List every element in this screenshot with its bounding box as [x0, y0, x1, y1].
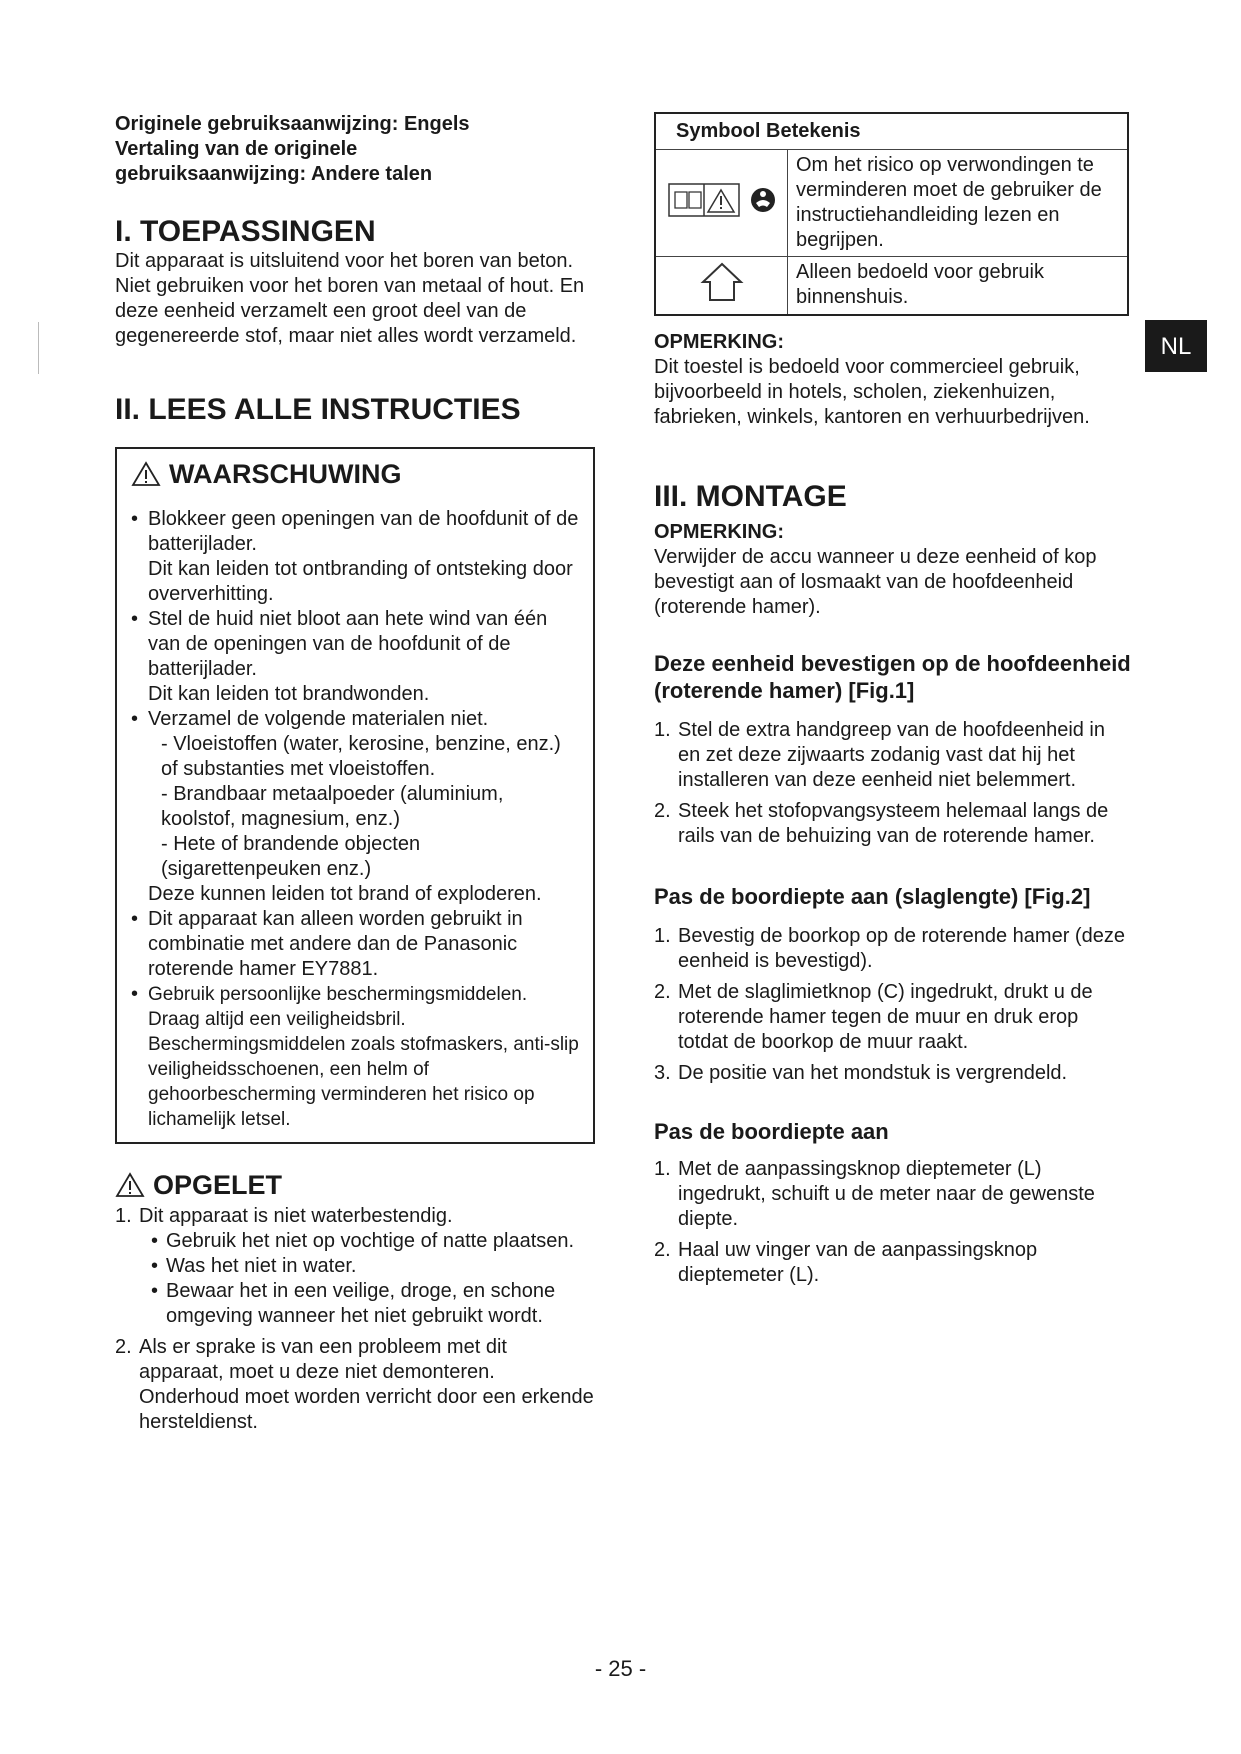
subsection-2-title: Pas de boordiepte aan (slaglengte) [Fig.2] [654, 884, 1091, 909]
origin-line-1: Originele gebruiksaanwijzing: Engels [115, 113, 470, 135]
step-text: De positie van het mondstuk is vergrendeld. [678, 1062, 1068, 1084]
section-3-note-label: OPMERKING: [654, 521, 784, 543]
step-item [654, 1238, 1132, 1288]
step-text: Met de aanpassingsknop dieptemeter (L) ingedrukt, schuift u de meter naar de gewenste diepte. [678, 1158, 1095, 1230]
subsection-2-steps [654, 924, 1132, 1086]
caution-title: OPGELET [153, 1169, 283, 1200]
step-number: 1. [654, 1158, 671, 1180]
subsection-1-steps [654, 718, 1132, 849]
meaning-cell: Alleen bedoeld voor gebruik binnenshuis. [788, 257, 1129, 316]
language-tab: NL [1145, 320, 1207, 372]
section-2-title: II. LEES ALLE INSTRUCTIES [115, 393, 521, 426]
section-1-text: Dit apparaat is uitsluitend voor het boren van beton. Niet gebruiken voor het boren van metaal of hout. En deze eenheid verzamelt een groot deel van de gegenereerde stof, maar niet alles wordt verzameld. [115, 250, 585, 347]
warning-list [131, 507, 579, 1132]
warning-item [131, 507, 579, 607]
symbol-table-header [655, 113, 1128, 150]
warning-item [131, 982, 579, 1132]
symbol-cell [655, 257, 788, 316]
header-meaning: Betekenis [766, 120, 861, 142]
subsection-3-title: Pas de boordiepte aan [654, 1119, 889, 1144]
meaning-cell: Om het risico op verwondingen te verminderen moet de gebruiker de instructiehandleiding lezen en begrijpen. [788, 150, 1129, 257]
step-item [654, 924, 1132, 974]
item-number: 2. [115, 1336, 132, 1358]
caution-item-text: Als er sprake is van een probleem met dit apparaat, moet u deze niet demonteren. Onderhoud moet worden verricht door een erkende hersteldienst. [139, 1336, 594, 1433]
warning-item-note: Dit kan leiden tot brandwonden. [148, 683, 430, 705]
caution-item-text: Dit apparaat is niet waterbestendig. [139, 1205, 453, 1227]
warning-item [131, 707, 579, 907]
warning-item-text: • Blokkeer geen openingen van de hoofdunit of de batterijlader. [148, 508, 579, 555]
section-3-note-text: Verwijder de accu wanneer u deze eenheid of kop bevestigt aan of losmaakt van de hoofdeenheid (roterende hamer). [654, 546, 1097, 618]
indoor-house-icon [699, 260, 745, 304]
item-number: 1. [115, 1205, 132, 1227]
step-text: Steek het stofopvangsysteem helemaal langs de rails van de behuizing van de roterende hamer. [678, 800, 1109, 847]
caution-subitem: • Bewaar het in een veilige, droge, en schone omgeving wanneer het niet gebruikt wordt. [151, 1279, 595, 1329]
warning-item [131, 907, 579, 982]
step-number: 1. [654, 925, 671, 947]
step-text: Met de slaglimietknop (C) ingedrukt, drukt u de roterende hamer tegen de muur en druk erop totdat de boorkop de muur raakt. [678, 981, 1093, 1053]
step-number: 2. [654, 1239, 671, 1261]
subsection-3-steps [654, 1157, 1132, 1288]
caution-list [115, 1204, 595, 1435]
caution-subitem: • Gebruik het niet op vochtige of natte plaatsen. [151, 1229, 595, 1254]
step-number: 3. [654, 1062, 671, 1084]
warning-box [115, 447, 595, 1144]
step-number: 1. [654, 719, 671, 741]
caution-sublist [139, 1229, 595, 1329]
left-column [115, 112, 595, 1435]
caution-heading [115, 1169, 595, 1200]
warning-item [131, 607, 579, 707]
caution-subitem: • Was het niet in water. [151, 1254, 595, 1279]
step-item [654, 718, 1132, 793]
origin-line-2: Vertaling van de originele [115, 138, 358, 160]
step-item [654, 1157, 1132, 1232]
warning-item-text: • Dit apparaat kan alleen worden gebruikt in combinatie met andere dan de Panasonic roterende hamer EY7881. [148, 908, 523, 980]
note-text: Dit toestel is bedoeld voor commercieel gebruik, bijvoorbeeld in hotels, scholen, ziekenhuizen, fabrieken, winkels, kantoren en verhuurbedrijven. [654, 356, 1090, 428]
step-text: Stel de extra handgreep van de hoofdeenheid in en zet deze zijwaarts zodanig vast dat hij het installeren van deze eenheid niet belemmert. [678, 719, 1106, 791]
warning-subitem: - Vloeistoffen (water, kerosine, benzine, enz.) of substanties met vloeistoffen. [161, 733, 561, 780]
warning-triangle-icon [131, 461, 161, 487]
read-manual-icon [667, 178, 777, 222]
symbol-cell [655, 150, 788, 257]
step-text: Haal uw vinger van de aanpassingsknop dieptemeter (L). [678, 1239, 1038, 1286]
margin-mark [38, 322, 39, 374]
section-1-title: I. TOEPASSINGEN [115, 215, 376, 248]
caution-item [115, 1335, 595, 1435]
warning-item-text: • Verzamel de volgende materialen niet. [148, 708, 489, 730]
section-3-title: III. MONTAGE [654, 480, 847, 513]
step-number: 2. [654, 981, 671, 1003]
warning-item-text: • Stel de huid niet bloot aan hete wind van één van de openingen van de hoofdunit of de batterijlader. [148, 608, 548, 680]
warning-subitem: - Hete of brandende objecten (sigarettenpeuken enz.) [161, 833, 421, 880]
warning-triangle-icon [115, 1172, 145, 1198]
table-row [655, 257, 1128, 316]
origin-line-3: gebruiksaanwijzing: Andere talen [115, 163, 433, 185]
step-item [654, 1061, 1132, 1086]
step-number: 2. [654, 800, 671, 822]
warning-item-note: Dit kan leiden tot ontbranding of ontsteking door oververhitting. [148, 558, 573, 605]
step-item [654, 799, 1132, 849]
caution-item [115, 1204, 595, 1329]
note-label: OPMERKING: [654, 331, 784, 353]
symbol-table [654, 112, 1129, 316]
step-text: Bevestig de boorkop op de roterende hamer (deze eenheid is bevestigd). [678, 925, 1125, 972]
warning-subitem: - Brandbaar metaalpoeder (aluminium, koolstof, magnesium, enz.) [161, 783, 504, 830]
header-symbol: Symbool [676, 120, 761, 142]
warning-heading [131, 458, 579, 489]
step-item [654, 980, 1132, 1055]
warning-item-note: Deze kunnen leiden tot brand of exploderen. [148, 883, 542, 905]
subsection-1-title: Deze eenheid bevestigen op de hoofdeenheid (roterende hamer) [Fig.1] [654, 651, 1131, 703]
warning-title: WAARSCHUWING [169, 458, 402, 489]
page-number: - 25 - [594, 1656, 647, 1681]
table-row [655, 150, 1128, 257]
warning-item-text: • Gebruik persoonlijke beschermingsmiddelen. Draag altijd een veiligheidsbril. Beschermingsmiddelen zoals stofmaskers, anti-slip veiligheidsschoenen, een helm of gehoorbescherming verminderen het risico op lichamelijk letsel. [148, 984, 579, 1130]
right-column [654, 112, 1132, 1288]
